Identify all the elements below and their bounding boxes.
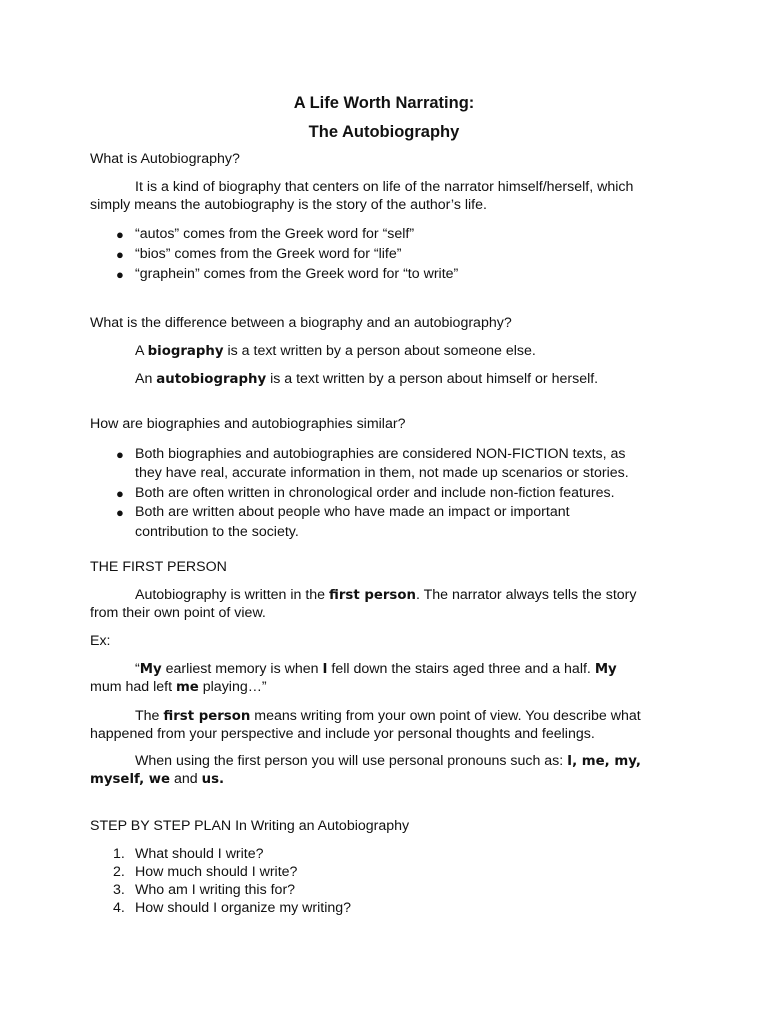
- first-person-paragraph: Autobiography is written in the first person. The narrator always tells the story: [135, 587, 637, 603]
- section-heading-plan: STEP BY STEP PLAN In Writing an Autobiography: [90, 818, 410, 834]
- term-first-person: first person: [329, 588, 416, 603]
- pronoun-us: us.: [201, 772, 225, 787]
- term-first-person: first person: [163, 709, 251, 724]
- question-what-is-autobiography: What is Autobiography?: [90, 151, 240, 167]
- biography-definition: A biography is a text written by a person about someone else.: [135, 343, 536, 359]
- definition-line: It is a kind of biography that centers on life of the narrator himself/herself, which: [135, 179, 634, 195]
- numbered-list-item: Who am I writing this for?: [135, 882, 296, 898]
- numbered-list-item: How should I organize my writing?: [135, 900, 352, 916]
- pronouns-paragraph: When using the first person you will use personal pronouns such as: I, me, my,: [135, 753, 641, 769]
- bullet-icon: ●: [116, 505, 124, 520]
- list-item: Both are often written in chronological order and include non-fiction features.: [135, 485, 615, 501]
- pronoun-my: My: [594, 662, 617, 677]
- pronoun-my: My: [139, 662, 162, 677]
- list-item: Both are written about people who have made an impact or important: [135, 504, 570, 520]
- pronoun-list: myself, we: [90, 772, 171, 787]
- pronoun-i: I: [322, 662, 328, 677]
- term-autobiography: autobiography: [156, 372, 267, 387]
- example-quote: “My earliest memory is when I fell down the stairs aged three and a half. My: [135, 661, 617, 677]
- list-item: Both biographies and autobiographies are considered NON-FICTION texts, as: [135, 446, 626, 462]
- term-biography: biography: [147, 344, 224, 359]
- first-person-paragraph-continuation: from their own point of view.: [90, 605, 266, 621]
- question-similarities: How are biographies and autobiographies similar?: [90, 416, 406, 432]
- definition-line: simply means the autobiography is the story of the author’s life.: [90, 197, 487, 213]
- list-item: “autos” comes from the Greek word for “self”: [135, 226, 415, 242]
- autobiography-definition: An autobiography is a text written by a person about himself or herself.: [135, 371, 599, 387]
- bullet-icon: ●: [116, 447, 124, 462]
- example-label: Ex:: [90, 633, 111, 649]
- list-number: 1.: [113, 846, 125, 862]
- list-item-continuation: they have real, accurate information in them, not made up scenarios or stories.: [135, 465, 629, 481]
- list-item: “bios” comes from the Greek word for “life”: [135, 246, 402, 262]
- numbered-list-item: What should I write?: [135, 846, 264, 862]
- numbered-list-item: How much should I write?: [135, 864, 298, 880]
- bullet-icon: ●: [116, 247, 124, 262]
- first-person-explanation: The first person means writing from your own point of view. You describe what: [135, 708, 641, 724]
- section-heading-first-person: THE FIRST PERSON: [90, 559, 227, 575]
- document-title: A Life Worth Narrating:: [293, 94, 475, 112]
- example-quote-continuation: mum had left me playing…”: [90, 679, 267, 695]
- first-person-explanation-continuation: happened from your perspective and include yor personal thoughts and feelings.: [90, 726, 595, 742]
- document-subtitle: The Autobiography: [308, 123, 460, 141]
- list-item: “graphein” comes from the Greek word for “to write”: [135, 266, 459, 282]
- bullet-icon: ●: [116, 227, 124, 242]
- bullet-icon: ●: [116, 267, 124, 282]
- pronoun-me: me: [175, 680, 199, 695]
- question-difference: What is the difference between a biography and an autobiography?: [90, 315, 512, 331]
- bullet-icon: ●: [116, 486, 124, 501]
- list-number: 3.: [113, 882, 125, 898]
- list-item-continuation: contribution to the society.: [135, 524, 299, 540]
- list-number: 4.: [113, 900, 125, 916]
- list-number: 2.: [113, 864, 125, 880]
- pronoun-list: I, me, my,: [567, 754, 641, 769]
- pronouns-paragraph-continuation: myself, we and us.: [90, 771, 225, 787]
